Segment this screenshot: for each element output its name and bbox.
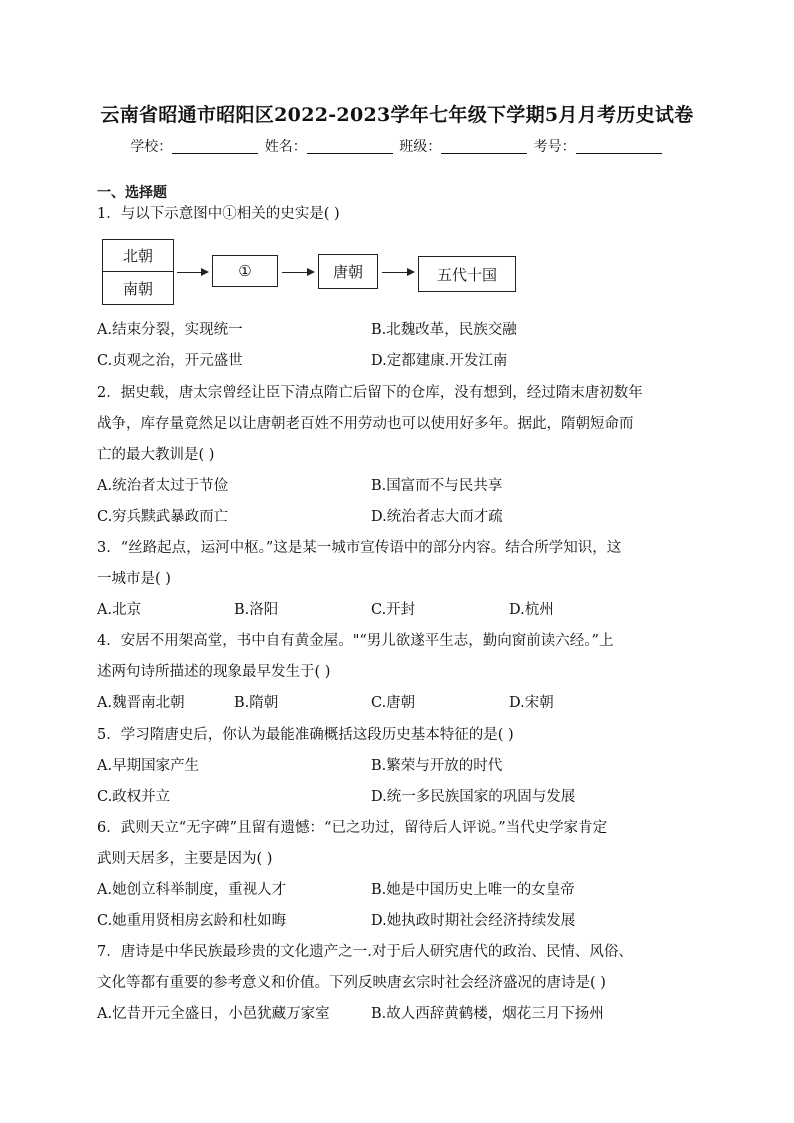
q4-line-2: 述两句诗所描述的现象最早发生于( ) bbox=[97, 664, 331, 680]
q2-line-2: 战争，库存量竟然足以让唐朝老百姓不用劳动也可以使用好多年。据此，隋朝短命而 bbox=[97, 416, 634, 432]
q1-option-c[interactable]: C.贞观之治，开元盛世 bbox=[97, 353, 243, 369]
q5-option-c[interactable]: C.政权并立 bbox=[97, 789, 171, 805]
number-blank[interactable] bbox=[576, 139, 662, 154]
q3-option-d[interactable]: D.杭州 bbox=[509, 602, 554, 618]
q2-line-1: 2．据史载，唐太宗曾经让臣下清点隋亡后留下的仓库，没有想到，经过隋末唐初数年 bbox=[97, 385, 643, 401]
student-info-line bbox=[0, 136, 794, 156]
q4-option-d[interactable]: D.宋朝 bbox=[509, 695, 554, 711]
q5-option-b[interactable]: B.繁荣与开放的时代 bbox=[371, 758, 503, 774]
q3-line-1: 3．“丝路起点，运河中枢。”这是某一城市宣传语中的部分内容。结合所学知识，这 bbox=[97, 540, 622, 556]
q6-option-a[interactable]: A.她创立科举制度，重视人才 bbox=[97, 882, 287, 898]
section-heading: 一、选择题 bbox=[97, 185, 167, 201]
q5-line-1: 5．学习隋唐史后，你认为最能准确概括这段历史基本特征的是( ) bbox=[97, 727, 514, 743]
q1-stem: 1．与以下示意图中①相关的史实是( ) bbox=[97, 206, 340, 222]
q3-line-2: 一城市是( ) bbox=[97, 571, 171, 587]
q4-option-c[interactable]: C.唐朝 bbox=[371, 695, 416, 711]
q7-option-b[interactable]: B.故人西辞黄鹤楼，烟花三月下扬州 bbox=[371, 1006, 604, 1022]
q5-option-a[interactable]: A.早期国家产生 bbox=[97, 758, 200, 774]
q2-line-3: 亡的最大教训是( ) bbox=[97, 447, 215, 463]
q6-line-2: 武则天居多，主要是因为( ) bbox=[97, 851, 273, 867]
diagram-box-five-dynasties: 五代十国 bbox=[418, 256, 516, 292]
diagram-north: 北朝 bbox=[103, 240, 173, 272]
q2-option-b[interactable]: B.国富而不与民共享 bbox=[371, 478, 503, 494]
diagram-box-tang: 唐朝 bbox=[318, 254, 378, 289]
diagram-arrow-2 bbox=[282, 272, 313, 273]
q4-line-1: 4．安居不用架高堂，书中自有黄金屋。"“男儿欲遂平生志，勤向窗前读六经。”上 bbox=[97, 633, 614, 649]
q2-option-a[interactable]: A.统治者太过于节俭 bbox=[97, 478, 229, 494]
q1-option-b[interactable]: B.北魏改革，民族交融 bbox=[371, 322, 517, 338]
page-title: 云南省昭通市昭阳区2022-2023学年七年级下学期5月月考历史试卷 bbox=[100, 104, 694, 126]
class-blank[interactable] bbox=[441, 139, 527, 154]
school-blank[interactable] bbox=[172, 139, 258, 154]
school-label: 学校： bbox=[130, 139, 173, 155]
diagram-box-1: ① bbox=[212, 255, 278, 287]
q1-option-d[interactable]: D.定都建康.开发江南 bbox=[371, 353, 508, 369]
number-label: 考号： bbox=[533, 139, 576, 155]
q6-option-b[interactable]: B.她是中国历史上唯一的女皇帝 bbox=[371, 882, 575, 898]
q1-option-a[interactable]: A.结束分裂，实现统一 bbox=[97, 322, 243, 338]
class-label: 班级： bbox=[399, 139, 442, 155]
q6-option-d[interactable]: D.她执政时期社会经济持续发展 bbox=[371, 913, 576, 929]
diagram-box-north-south bbox=[102, 239, 174, 305]
name-blank[interactable] bbox=[307, 139, 393, 154]
q3-option-c[interactable]: C.开封 bbox=[371, 602, 416, 618]
q7-line-1: 7．唐诗是中华民族最珍贵的文化遗产之一.对于后人研究唐代的政治、民情、风俗、 bbox=[97, 944, 633, 960]
q2-option-c[interactable]: C.穷兵黩武暴政而亡 bbox=[97, 509, 229, 525]
q7-option-a[interactable]: A.忆昔开元全盛日，小邑犹藏万家室 bbox=[97, 1006, 330, 1022]
q3-option-a[interactable]: A.北京 bbox=[97, 602, 142, 618]
diagram-south: 南朝 bbox=[122, 279, 153, 298]
q7-line-2: 文化等都有重要的参考意义和价值。下列反映唐玄宗时社会经济盛况的唐诗是( ) bbox=[97, 975, 606, 991]
q6-option-c[interactable]: C.她重用贤相房玄龄和杜如晦 bbox=[97, 913, 287, 929]
diagram-arrow-3 bbox=[382, 272, 413, 273]
q4-option-a[interactable]: A.魏晋南北朝 bbox=[97, 695, 185, 711]
diagram-arrow-1 bbox=[177, 272, 207, 273]
q4-option-b[interactable]: B.隋朝 bbox=[234, 695, 279, 711]
q5-option-d[interactable]: D.统一多民族国家的巩固与发展 bbox=[371, 789, 576, 805]
q3-option-b[interactable]: B.洛阳 bbox=[234, 602, 279, 618]
q6-line-1: 6．武则天立“无字碑”且留有遗憾：“已之功过，留待后人评说。”当代史学家肯定 bbox=[97, 820, 608, 836]
name-label: 姓名： bbox=[264, 139, 307, 155]
q2-option-d[interactable]: D.统治者志大而才疏 bbox=[371, 509, 503, 525]
